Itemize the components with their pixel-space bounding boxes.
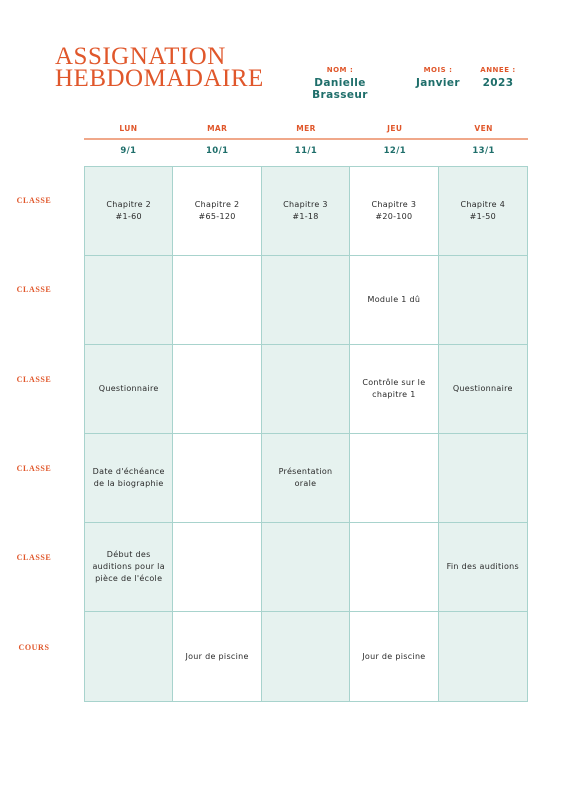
day-name: LUN	[119, 124, 138, 133]
page-title	[55, 43, 264, 92]
schedule-cell	[439, 434, 527, 523]
day-date: 12/1	[383, 145, 407, 156]
year-value: 2023	[482, 77, 514, 89]
schedule-cell	[173, 256, 261, 345]
day-name: VEN	[474, 124, 493, 133]
schedule-cell: Questionnaire	[439, 345, 527, 434]
schedule-cell	[350, 523, 438, 612]
row-label: CLASSE	[16, 285, 52, 295]
row-label: CLASSE	[16, 374, 52, 384]
schedule-cell: Chapitre 3 #1-18	[262, 167, 350, 256]
schedule-cell: Chapitre 3 #20-100	[350, 167, 438, 256]
schedule-cell: Chapitre 2 #1-60	[85, 167, 173, 256]
day-names-row	[84, 124, 528, 138]
schedule-cell: Début des auditions pour la pièce de l'école	[85, 523, 173, 612]
schedule-cell: Module 1 dû	[350, 256, 438, 345]
month-value: Janvier	[415, 77, 460, 89]
year-label: ANNEE :	[480, 66, 516, 74]
day-date: 10/1	[205, 145, 229, 156]
title-line-1: ASSIGNATION	[55, 43, 226, 70]
schedule-cell: Chapitre 4 #1-50	[439, 167, 527, 256]
day-date: 11/1	[294, 145, 318, 156]
name-value: Danielle Brasseur	[312, 77, 368, 101]
month-label: MOIS :	[423, 66, 453, 74]
row-label: CLASSE	[16, 196, 52, 206]
day-name: JEU	[387, 124, 403, 133]
schedule-cell: Jour de piscine	[350, 612, 438, 701]
schedule-cell: Questionnaire	[85, 345, 173, 434]
schedule-cell	[173, 523, 261, 612]
row-label: CLASSE	[16, 464, 52, 474]
schedule-cell: Contrôle sur le chapitre 1	[350, 345, 438, 434]
schedule-cell	[173, 345, 261, 434]
day-name: MAR	[207, 124, 228, 133]
schedule-cell	[262, 523, 350, 612]
year-field	[476, 66, 520, 89]
schedule-cell	[173, 434, 261, 523]
schedule-cell: Chapitre 2 #65-120	[173, 167, 261, 256]
schedule-grid	[84, 166, 528, 702]
schedule-cell	[85, 612, 173, 701]
schedule-cell	[262, 612, 350, 701]
schedule-cell: Date d'échéance de la biographie	[85, 434, 173, 523]
schedule-cell: Présentation orale	[262, 434, 350, 523]
schedule-cell	[85, 256, 173, 345]
schedule-cell: Jour de piscine	[173, 612, 261, 701]
row-labels	[0, 166, 84, 702]
day-name: MER	[296, 124, 316, 133]
name-label: NOM :	[326, 66, 354, 74]
day-header	[84, 124, 528, 164]
schedule-cell	[439, 612, 527, 701]
dates-row	[84, 140, 528, 158]
row-label: CLASSE	[16, 553, 52, 563]
title-line-2: HEBDOMADAIRE	[55, 65, 264, 92]
schedule-cell	[439, 256, 527, 345]
day-date: 13/1	[472, 145, 495, 156]
day-date: 9/1	[120, 145, 137, 156]
schedule-cell	[262, 345, 350, 434]
schedule-cell	[262, 256, 350, 345]
name-field	[290, 66, 390, 101]
month-field	[410, 66, 466, 89]
schedule-cell: Fin des auditions	[439, 523, 527, 612]
schedule-cell	[350, 434, 438, 523]
row-label: COURS	[18, 642, 50, 652]
